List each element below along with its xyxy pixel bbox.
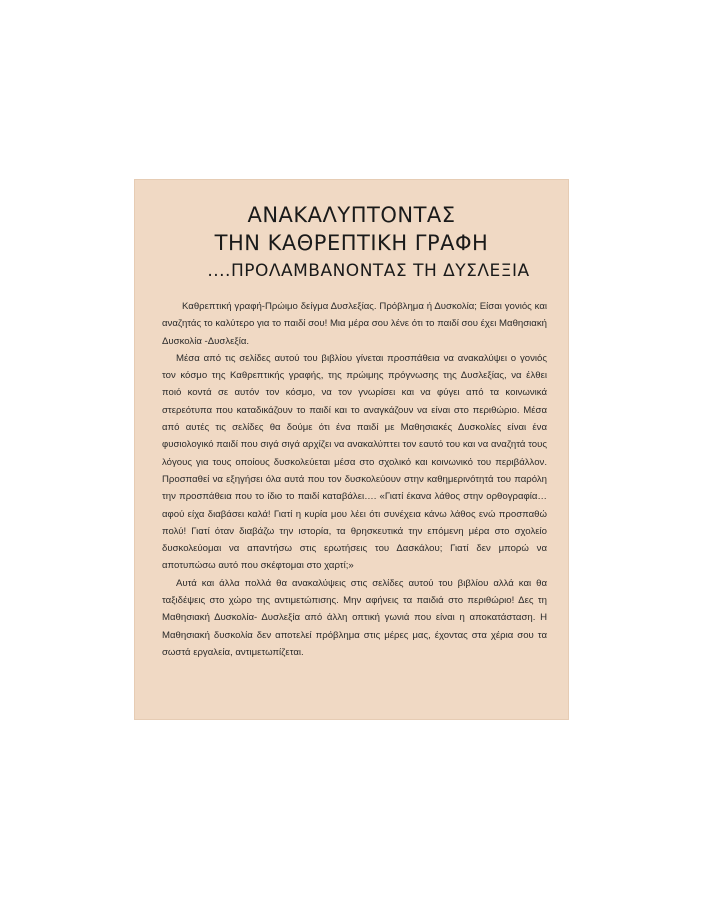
subtitle: ....ΠΡΟΛΑΜΒΑΝΟΝΤΑΣ ΤΗ ΔΥΣΛΕΞΙΑ bbox=[207, 261, 530, 281]
paragraph-3: Αυτά και άλλα πολλά θα ανακαλύψεις στις σελίδες αυτού του βιβλίου αλλά και θα ταξιδέψεις στο χώρο της αντιμετώπισης. Μην αφήνεις τα παιδιά στο περιθώριο! Δες τη Μαθησιακή Δυσκολία- Δυσλεξία από άλλη οπτική γωνιά που είναι η αποκατάσταση. Η Μαθησιακή δυσκολία δεν αποτελεί πρόβλημα στις μέρες μας, έχοντας στα χέρια σου τα σωστά εργαλεία, αντιμετωπίζεται. bbox=[162, 577, 547, 658]
title-line-2: ΤΗΝ ΚΑΘΡΕΠΤΙΚΗ ΓΡΑΦΗ bbox=[214, 231, 489, 255]
paragraph-1: Καθρεπτική γραφή-Πρώιμο δείγμα Δυσλεξίας. Πρόβλημα ή Δυσκολία; Είσαι γονιός και αναζητάς το καλύτερο για το παιδί σου! Μια μέρα σου λένε ότι το παιδί σου έχει Μαθησιακή Δυσκολία -Δυσλεξία. bbox=[162, 301, 547, 347]
cover-title-block bbox=[134, 201, 569, 283]
blurb-text bbox=[162, 298, 547, 661]
title-line-1: ΑΝΑΚΑΛΥΠΤΟΝΤΑΣ bbox=[247, 203, 456, 227]
paragraph-2: Μέσα από τις σελίδες αυτού του βιβλίου γίνεται προσπάθεια να ανακαλύψει ο γονιός τον κόσμο της Καθρεπτικής γραφής, της πρώιμης πρόγνωσης της Δυσλεξίας, να έλθει ποιό κοντά σε αυτόν τον κόσμο, να τον γνωρίσει και να φύγει από τα κοινωνικά στερεότυπα που καταδικάζουν το παιδί και το αναγκάζουν να είναι στο περιθώριο. Μέσα από αυτές τις σελίδες θα δούμε ότι ένα παιδί με Μαθησιακές Δυσκολίες είναι ένα φυσιολογικό παιδί που σιγά σιγά αρχίζει να ανακαλύπτει τον εαυτό του και να αναζητά τους λόγους για τους οποίους δυσκολεύεται μέσα στο σχολικό και κοινωνικό του περιβάλλον. Προσπαθεί να εξηγήσει όλα αυτά που τον δυσκολεύουν στην καθημερινότητά του παρόλη την προσπάθεια που το ίδιο το παιδί καταβάλει…. «Γιατί έκανα λάθος στην ορθογραφία…αφού είχα διαβάσει καλά! Γιατί η κυρία μου λέει ότι συνέχεια κάνω λάθος ενώ προσπαθώ πολύ! Γιατί όταν διαβάζω την ιστορία, τα θρησκευτικά την επόμενη μέρα στο σχολείο δυσκολεύομαι να απαντήσω στις ερωτήσεις του Δασκάλου; Γιατί δεν μπορώ να αποτυπώσω αυτό που σκέφτομαι στο χαρτί;» bbox=[162, 352, 547, 572]
book-back-cover bbox=[134, 179, 569, 720]
